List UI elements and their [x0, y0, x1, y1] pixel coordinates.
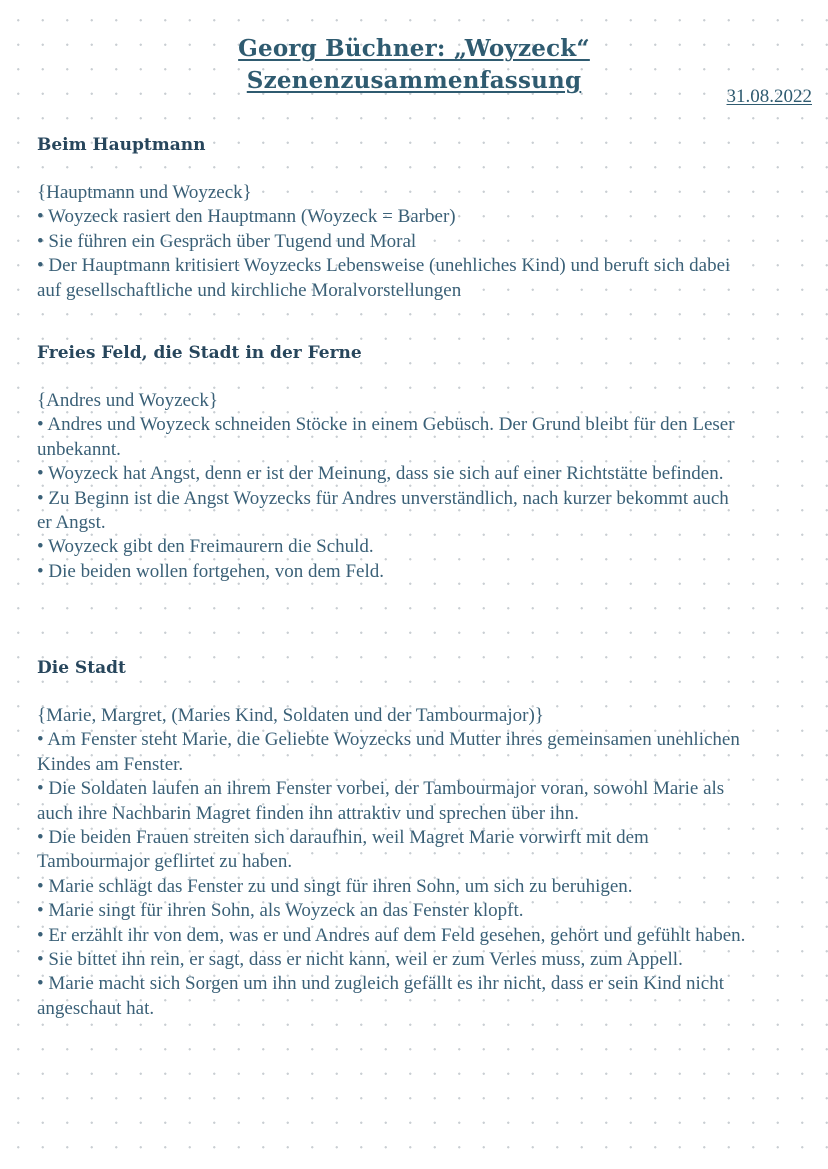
section-freies-feld: [37, 341, 747, 584]
bullet-item: • Woyzeck rasiert den Hauptmann (Woyzeck = Barber): [37, 206, 456, 228]
document-date: 31.08.2022: [726, 86, 812, 107]
bullet-item: • Die beiden Frauen streiten sich daraufhin, weil Magret Marie vorwirft mit dem Tambourmajor geflirtet zu haben.: [37, 827, 649, 873]
section-heading: Beim Hauptmann: [37, 135, 206, 155]
section-beim-hauptmann: [37, 133, 747, 303]
bullet-item: • Marie macht sich Sorgen um ihn und zugleich gefällt es ihr nicht, dass er sein Kind nicht angeschaut hat.: [37, 973, 724, 1019]
bullet-item: • Die beiden wollen fortgehen, von dem Feld.: [37, 560, 384, 582]
section-heading: Freies Feld, die Stadt in der Ferne: [37, 343, 362, 363]
section-heading: Die Stadt: [37, 658, 126, 678]
section-die-stadt: [37, 656, 747, 1021]
section-persons: {Andres und Woyzeck}: [37, 390, 218, 411]
document-title: [150, 33, 678, 97]
bullet-item: • Andres und Woyzeck schneiden Stöcke in einem Gebüsch. Der Grund bleibt für den Leser unbekannt.: [37, 414, 735, 460]
bullet-item: • Er erzählt ihr von dem, was er und Andres auf dem Feld gesehen, gehört und gefühlt haben.: [37, 924, 746, 946]
bullet-item: • Die Soldaten laufen an ihrem Fenster vorbei, der Tambourmajor voran, sowohl Marie als auch ihre Nachbarin Magret finden ihn attraktiv und sprechen über ihn.: [37, 778, 725, 824]
section-persons: {Hauptmann und Woyzeck}: [37, 182, 252, 203]
bullet-item: • Marie schlägt das Fenster zu und singt für ihren Sohn, um sich zu beruhigen.: [37, 875, 633, 897]
bullet-item: • Zu Beginn ist die Angst Woyzecks für Andres unverständlich, nach kurzer bekommt auch er Angst.: [37, 487, 729, 534]
bullet-item: • Der Hauptmann kritisiert Woyzecks Lebensweise (unehliches Kind) und beruft sich dabei auf gesellschaftliche und kirchliche Moralvorstellungen: [37, 255, 731, 301]
title-line-1: Georg Büchner: „Woyzeck“: [238, 35, 590, 62]
bullet-item: • Woyzeck hat Angst, denn er ist der Meinung, dass sie sich auf einer Richtstätte befinden.: [37, 463, 724, 485]
bullet-item: • Marie singt für ihren Sohn, als Woyzeck an das Fenster klopft.: [37, 900, 524, 922]
bullet-item: • Am Fenster steht Marie, die Geliebte Woyzecks und Mutter ihres gemeinsamen unehlichen Kindes am Fenster.: [37, 729, 740, 775]
bullet-item: • Sie bittet ihn rein, er sagt, dass er nicht kann, weil er zum Verles muss, zum Appell.: [37, 949, 683, 971]
bullet-item: • Sie führen ein Gespräch über Tugend und Moral: [37, 230, 417, 252]
bullet-item: • Woyzeck gibt den Freimaurern die Schuld.: [37, 536, 374, 558]
section-persons: {Marie, Margret, (Maries Kind, Soldaten und der Tambourmajor)}: [37, 705, 544, 726]
title-line-2: Szenenzusammenfassung: [246, 67, 582, 94]
